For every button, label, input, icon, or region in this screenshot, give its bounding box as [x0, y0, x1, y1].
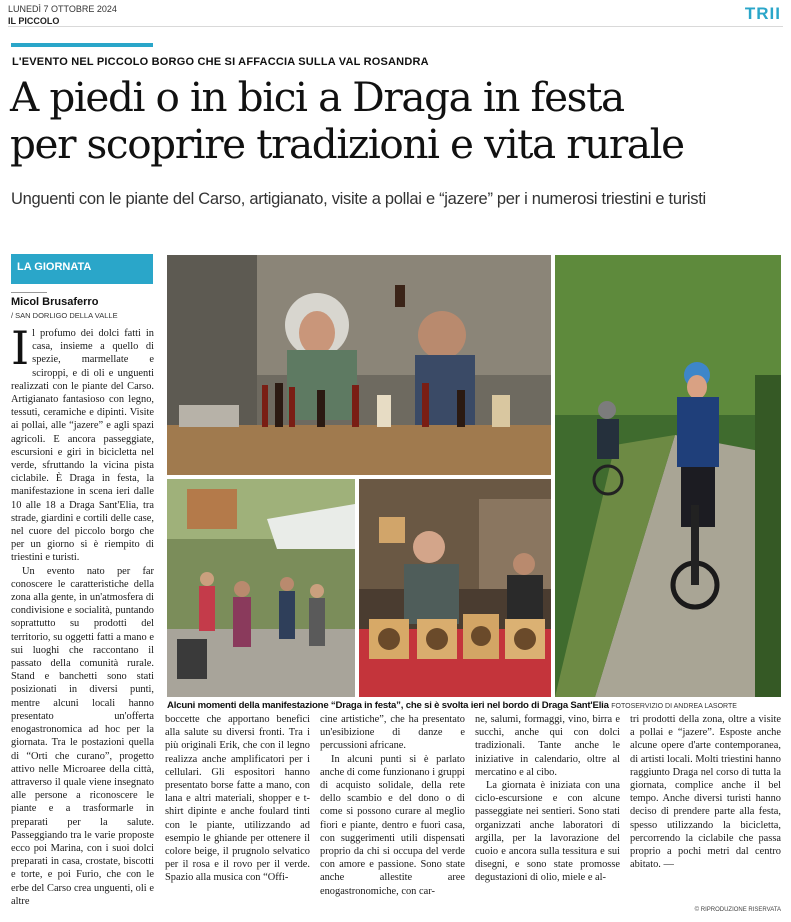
photo-credit: FOTOSERVIZIO DI ANDREA LASORTE	[611, 703, 737, 710]
subheadline: Unguenti con le piante del Carso, artigianato, visite a pollai e “jazere” per i numerosi triestini e turisti	[11, 190, 706, 208]
photo-wooden-speakers-stand	[359, 479, 551, 697]
photo-wooden-speakers-stand-image	[359, 479, 551, 697]
article-column-3	[320, 713, 465, 919]
rubric-label: LA GIORNATA	[11, 254, 153, 284]
section-tag: TRII	[744, 4, 781, 23]
headline-line-1: A piedi o in bici a Draga in festa	[10, 73, 624, 121]
newspaper-name: IL PICCOLO	[8, 16, 60, 26]
photo-cyclists-on-trail	[555, 255, 781, 697]
headline	[10, 74, 785, 168]
byline-divider	[11, 292, 47, 293]
kicker: L'EVENTO NEL PICCOLO BORGO CHE SI AFFACCIA SULLA VAL ROSANDRA	[12, 56, 429, 68]
top-divider	[8, 26, 783, 27]
paragraph: boccette che apportano benefici alla salute su diversi fronti. Tra i più originali Erik, che con il legno realizza anche amplificatori per i cellulari. Gli espositori hanno presentato borse fatte a mano, con lana e altri materiali, shopper e t-shirt dipinte e anche foulard tinti con le piante, utilizzando ad esempio le ghiande per ottenere il colore beige, il prugnolo selvatico per il rosa e il rovo per il verde. Spazio alla musica con “Offi-	[165, 714, 310, 884]
photo-crowd-at-market-image	[167, 479, 355, 697]
paragraph: La giornata è iniziata con una ciclo-escursione e con alcune passeggiate nei sentieri. Sono stati organizzati anche laboratori di argilla, per la lavorazione del cuoio e ancora sulla tessitura e sui disegni, e sono state promosse degustazioni di olio, miele e al-	[475, 780, 620, 884]
kicker-accent-bar	[11, 43, 153, 47]
photo-caption	[167, 700, 787, 711]
paragraph: tri prodotti della zona, oltre a visite a pollai e “jazere”. Esposte anche alcune opere d'arte contemporanea, di artisti locali. Molti triestini hanno raggiunto Draga nel corso di tutta la giornata, complice anche il bel tempo. Anche diversi turisti hanno deciso di prendere parte alla festa, spesso utilizzando la bicicletta, percorrendo la ciclabile che passa proprio a pochi metri dal centro abitato. —	[630, 714, 781, 871]
copyright-notice: © RIPRODUZIONE RISERVATA	[694, 907, 781, 913]
caption-text: Alcuni momenti della manifestazione “Draga in festa”, che si è svolta ieri nel bordo di Draga Sant'Elia	[167, 700, 609, 711]
article-column-4	[475, 713, 620, 919]
paragraph-text: l profumo dei dolci fatti in casa, insieme a quello di spezie, marmellate e sciroppi, e di oli e unguenti realizzati con le piante del Carso. Artigianato fantasioso con legno, tessuti, ceramiche e dipinti. Visite ai pollai, alle “jazere” e agli spazi agricoli. E ancora passeggiate, escursioni e giri in bicicletta nel verde, sfruttando la vicina pista ciclabile. È Draga in festa, la manifestazione in scena ieri dalle 10 alle 18 a Draga Sant'Elia, tra strade, giardini e cortili delle case, nel cuore del piccolo borgo che per un giorno si è riempito di triestini e turisti.	[11, 328, 154, 564]
paragraph: In alcuni punti si è parlato anche di come funzionano i gruppi di acquisto solidale, della rete dello scambio e del dono o di come si possono curare al meglio fiori e piante, dentro e fuori casa, con suggerimenti utili dispensati proprio da chi si occupa del verde con amore e passione. Sono state anche allestite aree enogastronomiche, con car-	[320, 753, 465, 897]
article-column-2	[165, 713, 310, 919]
photo-crowd-at-market	[167, 479, 355, 697]
article-column-1	[11, 327, 154, 919]
paragraph: cine artistiche”, che ha presentato un'esibizione di danze e percussioni africane.	[320, 714, 465, 752]
masthead	[8, 3, 117, 27]
photo-cyclists-on-trail-image	[555, 255, 781, 697]
dateline-location: / SAN DORLIGO DELLA VALLE	[11, 311, 118, 320]
paragraph: Un evento nato per far conoscere le caratteristiche della zona alla gente, in un'atmosfera di condivisione e socialità, puntando soprattutto su prodotti del territorio, su oggetti fatti a mano e sui luoghi che raccontano il passato della comunità rurale. Stand e banchetti sono stati posizionati in diversi punti, mentre alcuni locali hanno presentato un'offerta enogastronomica ad hoc per la giornata. Tra le postazioni quella di “Orti che curano”, progetto attivo nelle Microaree della città, attraverso il quale viene insegnato alle persone a riconoscere le piante e a trasformarle in preparati per la salute. Passeggiando tra le varie proposte ecco poi Marina, con i suoi dolci preparati in casa, crostate, biscotti e torte, e poi Furio, che con le erbe del Carso crea unguenti, oli e altre	[11, 565, 154, 907]
photo-vendors-with-bottles	[167, 255, 551, 475]
headline-line-2: per scoprire tradizioni e vita rurale	[10, 120, 684, 168]
author-name: Micol Brusaferro	[11, 296, 99, 308]
paragraph: ne, salumi, formaggi, vino, birra e succhi, anche qui con dolci tradizionali. Tante anche le iniziative in calendario, oltre al mercatino e al cibo.	[475, 714, 620, 778]
issue-date: LUNEDÌ 7 OTTOBRE 2024	[8, 4, 117, 14]
drop-cap: I	[11, 327, 30, 375]
article-column-5	[630, 713, 781, 919]
photo-vendors-with-bottles-image	[167, 255, 551, 475]
paragraph	[11, 327, 154, 565]
